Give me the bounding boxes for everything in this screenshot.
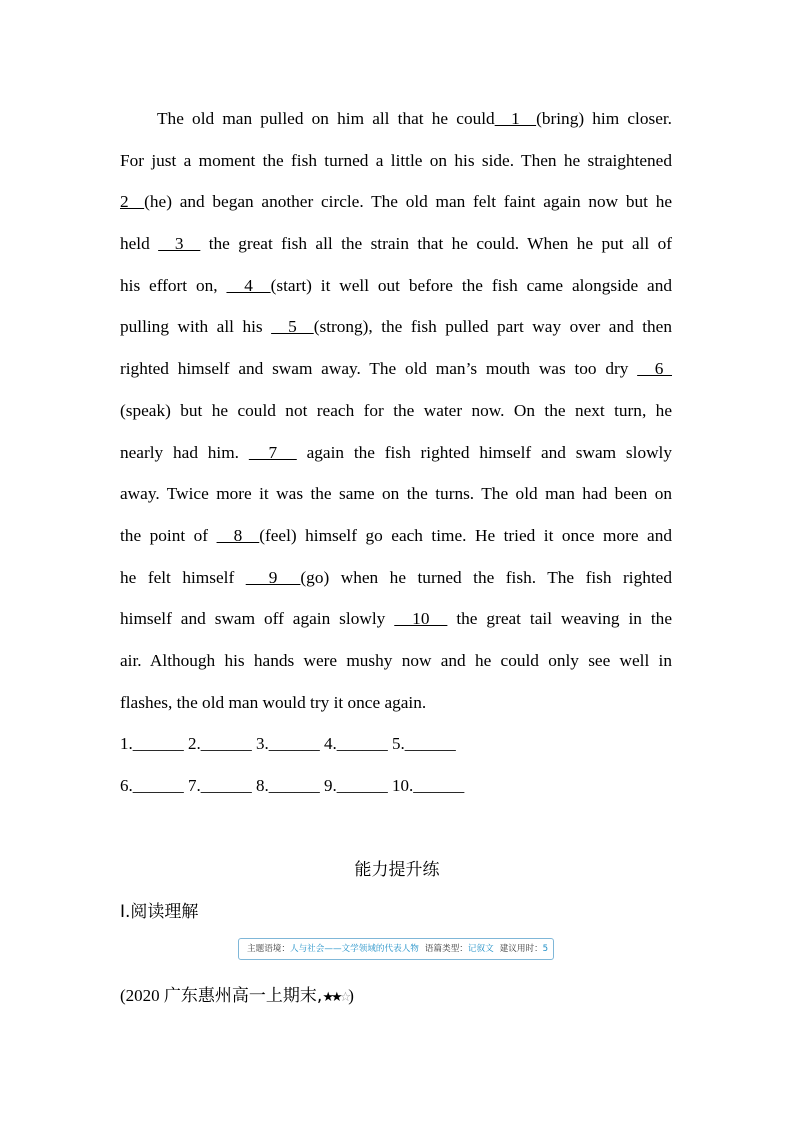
passage-text: (bring) him closer. — [536, 109, 672, 128]
answer-blank: 6.______ — [120, 775, 184, 795]
passage-text: the great tail weaving in the — [447, 609, 672, 629]
source-open: (2020 — [120, 986, 164, 1005]
theme-context-label: 主题语境： — [247, 944, 290, 954]
passage-text: (go) when he turned the fish. The fish righted — [300, 567, 672, 587]
passage-text: nearly had him. — [120, 442, 249, 462]
cloze-blank: 8 — [216, 525, 260, 545]
theme-time-value: 5 — [542, 944, 549, 954]
passage-line — [120, 98, 672, 140]
passage-line — [120, 557, 672, 599]
star-icon: ☆ — [339, 990, 349, 1005]
source-close: ) — [348, 986, 354, 1005]
answer-row-2 — [120, 765, 464, 807]
cloze-blank: 9 — [245, 567, 301, 587]
answer-row-1 — [120, 723, 464, 765]
theme-info-box — [238, 938, 554, 960]
passage-text: (strong), the fish pulled part way over and then — [313, 317, 672, 337]
cloze-blank: 4 — [226, 275, 271, 295]
answer-blank: 1.______ — [120, 734, 184, 753]
passage-line — [120, 640, 672, 682]
passage-text: himself and swam off again slowly — [120, 609, 395, 629]
passage-text: the point of — [120, 525, 217, 545]
passage-text: flashes, the old man would try it once again. — [120, 692, 427, 712]
source-line — [120, 981, 354, 1006]
passage-text: air. Although his hands were mushy now and he could only see well in — [120, 650, 672, 670]
passage-line — [120, 598, 672, 640]
cloze-blank: 7 — [248, 442, 297, 462]
section-heading: 能力提升练 — [354, 860, 440, 880]
passage-line — [120, 181, 672, 223]
passage-text: his effort on, — [120, 275, 227, 295]
passage-text: pulling with all his — [120, 317, 272, 337]
passage-line — [120, 515, 672, 557]
passage-text: For just a moment the fish turned a little on his side. Then he straightened — [120, 150, 672, 170]
theme-context-value: 人与社会——文学领域的代表人物 — [289, 944, 419, 954]
passage-line — [120, 223, 672, 265]
passage-line — [120, 390, 672, 432]
passage-text: the great fish all the strain that he could. When he put all of — [200, 234, 672, 254]
answer-blank: 7.______ — [188, 775, 252, 795]
star-icon: ★ — [322, 990, 331, 1005]
answer-blank: 3.______ — [256, 734, 320, 753]
passage-text: away. Twice more it was the same on the turns. The old man had been on — [120, 484, 672, 504]
cloze-blank: 6 — [637, 359, 672, 379]
theme-genre-value: 记叙文 — [467, 944, 494, 954]
source-text: 广东惠州高一上期末, — [163, 986, 323, 1006]
passage-line — [120, 432, 672, 474]
passage-line — [120, 306, 672, 348]
difficulty-stars — [322, 990, 348, 1005]
cloze-blank: 1 — [494, 109, 537, 128]
passage-text: (start) it well out before the fish came alongside and — [270, 275, 673, 295]
passage-line — [120, 473, 672, 515]
passage-text: he felt himself — [120, 567, 246, 587]
passage-line — [120, 140, 672, 182]
answer-blank: 10.______ — [392, 775, 465, 795]
answer-blank: 8.______ — [256, 775, 320, 795]
passage-text: (speak) but he could not reach for the water now. On the next turn, he — [120, 400, 672, 420]
theme-genre-label: 语篇类型： — [424, 944, 468, 954]
answer-blank: 5.______ — [392, 734, 456, 753]
answer-blank: 2.______ — [188, 734, 252, 753]
cloze-blank: 5 — [271, 317, 314, 337]
answer-blank: 9.______ — [324, 775, 388, 795]
cloze-passage — [120, 98, 672, 723]
part-heading: Ⅰ.阅读理解 — [120, 902, 199, 922]
passage-text: The old man pulled on him all that he could — [157, 109, 495, 128]
passage-text: held — [120, 234, 159, 254]
theme-time-label: 建议用时： — [499, 944, 543, 954]
passage-text: (he) and began another circle. The old man felt faint again now but he — [144, 192, 673, 212]
passage-line — [120, 265, 672, 307]
passage-text: righted himself and swam away. The old man’s mouth was too dry — [120, 359, 638, 379]
passage-line — [120, 348, 672, 390]
cloze-blank: 2 — [120, 192, 145, 212]
star-icon: ★ — [330, 990, 340, 1005]
cloze-blank: 10 — [394, 609, 448, 629]
passage-text: again the fish righted himself and swam slowly — [296, 442, 673, 462]
passage-text: (feel) himself go each time. He tried it once more and — [259, 525, 673, 545]
cloze-blank: 3 — [158, 234, 201, 254]
answer-blanks — [120, 723, 464, 806]
answer-blank: 4.______ — [324, 734, 388, 753]
passage-line — [120, 682, 672, 724]
